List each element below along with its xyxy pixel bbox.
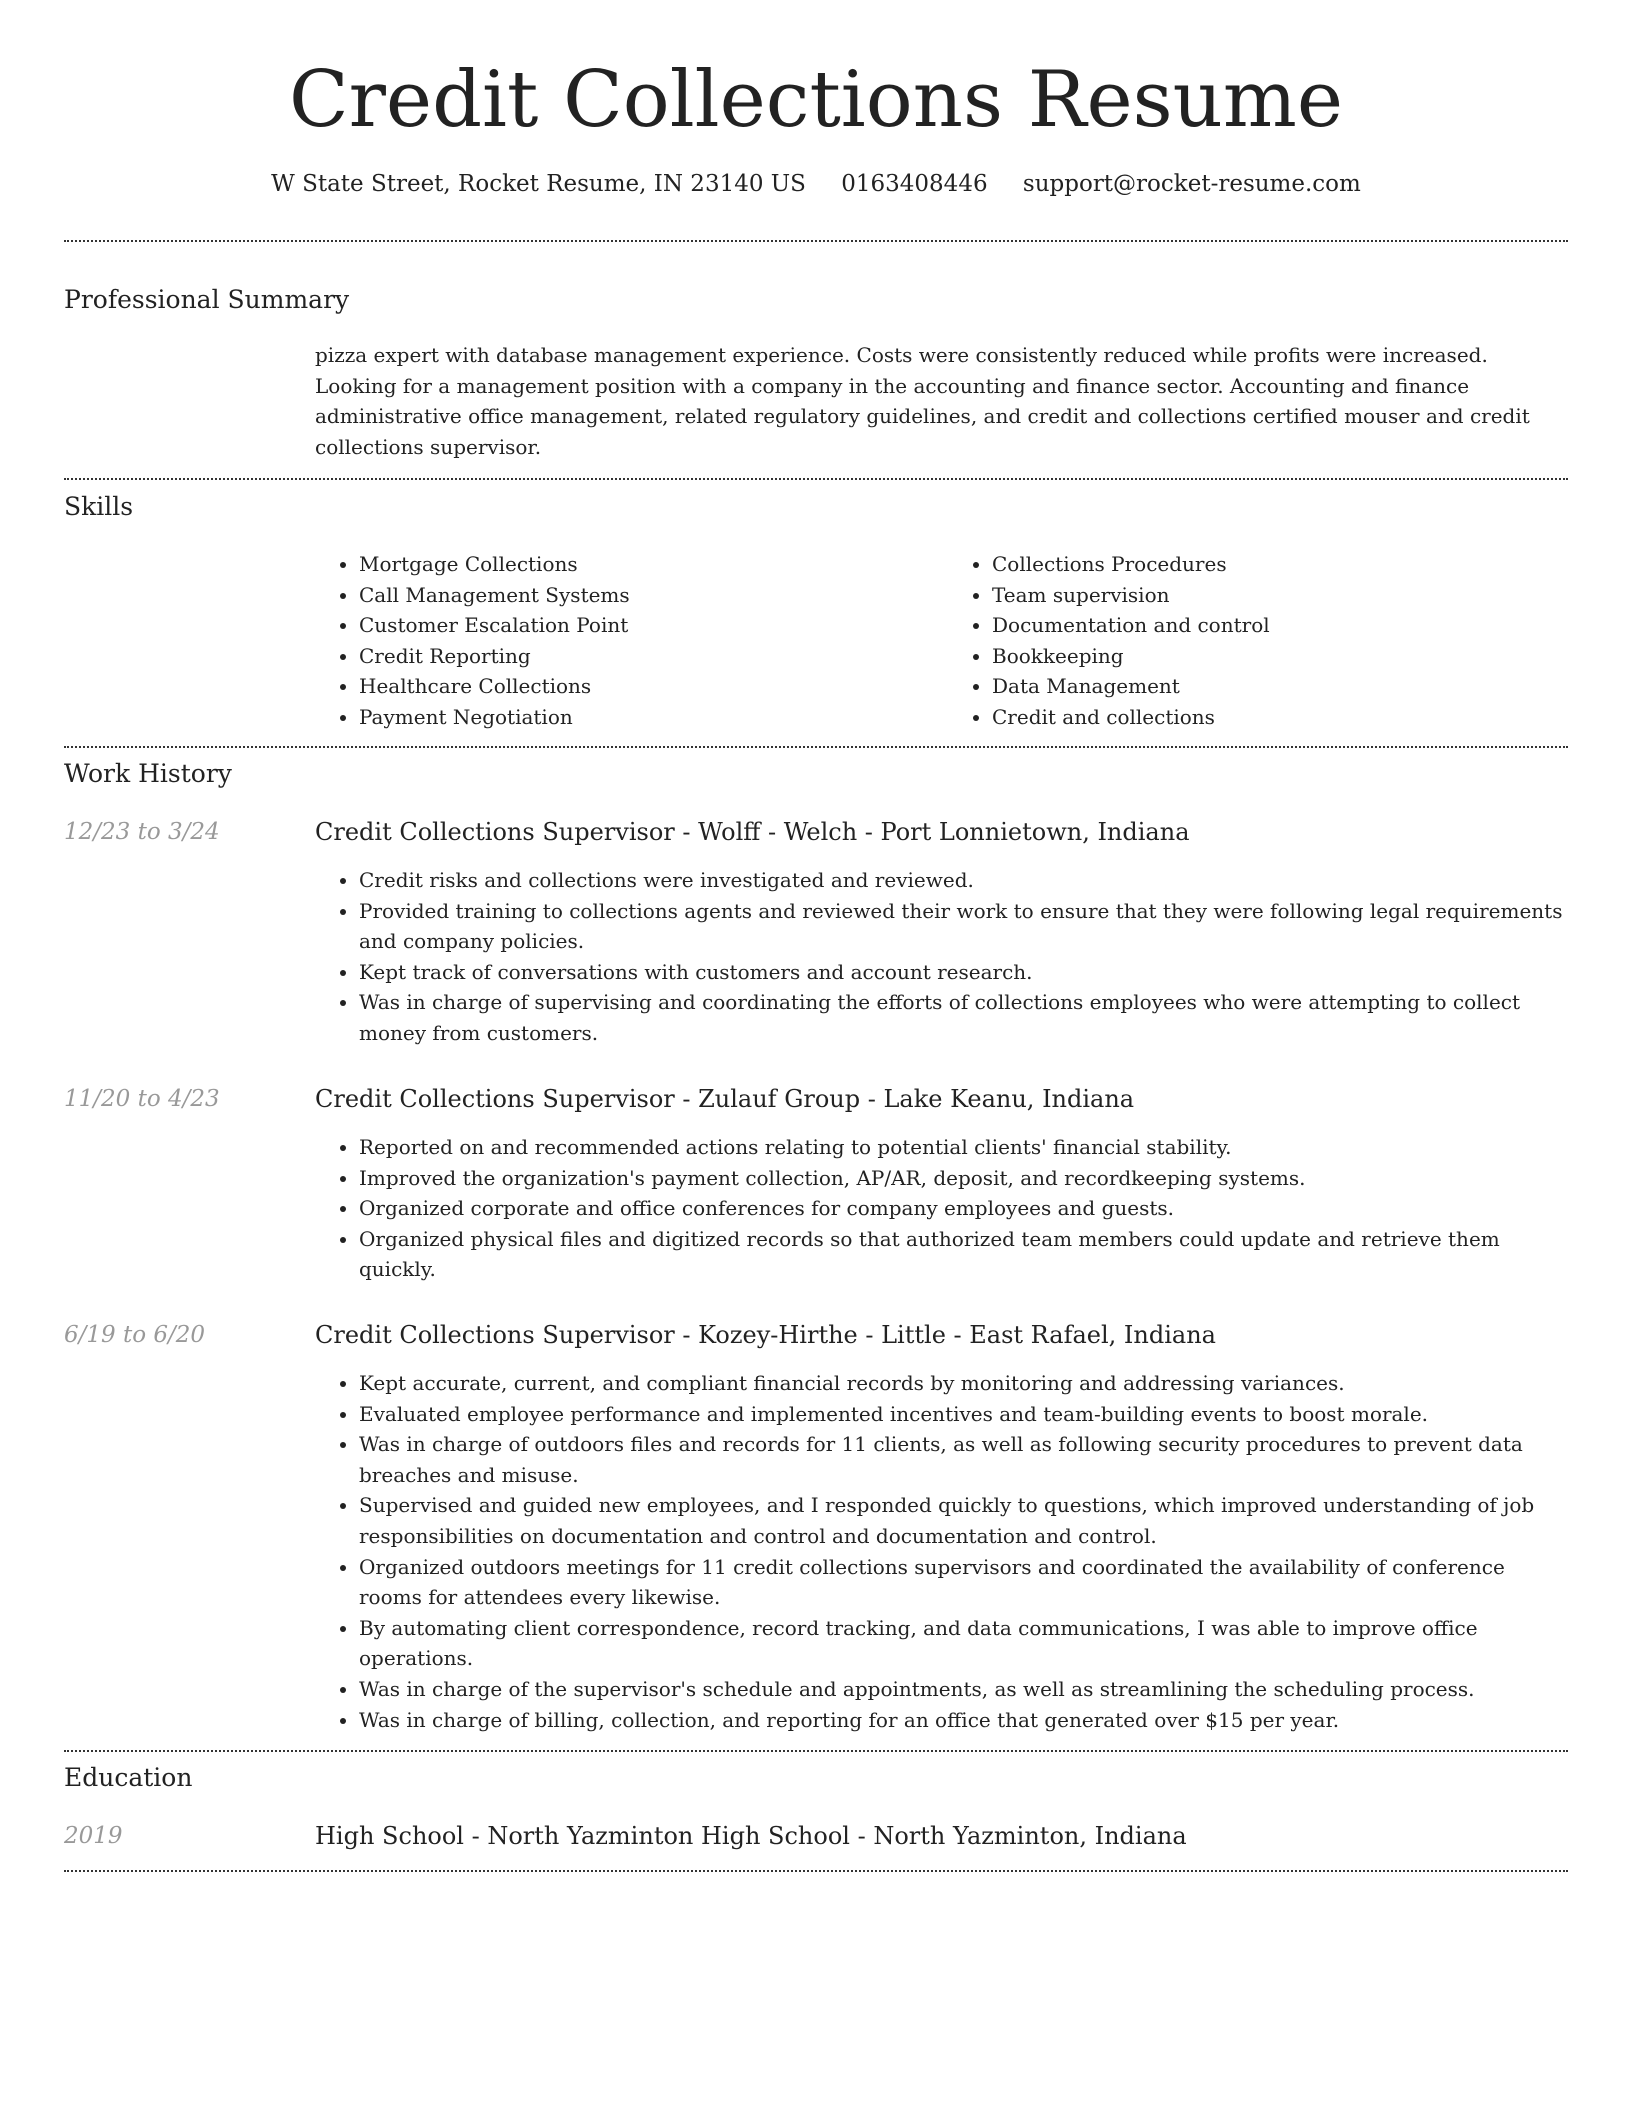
skill-item: • Bookkeeping <box>992 641 1563 672</box>
job-heading: Credit Collections Supervisor - Kozey-Hirthe - Little - East Rafael, Indiana <box>315 1321 1216 1349</box>
skill-item: • Customer Escalation Point <box>359 610 930 641</box>
divider <box>64 240 1568 242</box>
job-heading: Credit Collections Supervisor - Wolff - Welch - Port Lonnietown, Indiana <box>315 818 1190 846</box>
section-title-education: Education <box>64 1763 193 1792</box>
skills-list <box>315 549 1568 733</box>
contact-email: support@rocket-resume.com <box>1022 171 1361 197</box>
section-title-work-history: Work History <box>64 759 232 788</box>
skill-item: • Data Management <box>992 671 1563 702</box>
job-bullets <box>315 865 1568 1049</box>
job-bullet: • Kept track of conversations with customers and account research. <box>359 957 1568 988</box>
education-year: 2019 <box>64 1823 123 1849</box>
job-bullet: • Organized physical files and digitized records so that authorized team members could update and retrieve them quickly. <box>359 1224 1568 1285</box>
job-bullet: • Kept accurate, current, and compliant financial records by monitoring and addressing variances. <box>359 1368 1568 1399</box>
job-bullet: • Provided training to collections agents and reviewed their work to ensure that they were following legal requirements and company policies. <box>359 896 1568 957</box>
job-bullet: • Evaluated employee performance and implemented incentives and team-building events to boost morale. <box>359 1399 1568 1430</box>
skill-item: • Credit Reporting <box>359 641 930 672</box>
job-dates: 12/23 to 3/24 <box>64 819 220 845</box>
skill-item: • Healthcare Collections <box>359 671 930 702</box>
job-heading: Credit Collections Supervisor - Zulauf Group - Lake Keanu, Indiana <box>315 1085 1135 1113</box>
summary-text: pizza expert with database management experience. Costs were consistently reduced while profits were increased. Looking for a management position with a company in the accounting and finance sector. Accounting and finance administrative office management, related regulatory guidelines, and credit and collections certified mouser and credit collections supervisor. <box>315 343 1530 459</box>
divider <box>64 1870 1568 1872</box>
skill-item: • Mortgage Collections <box>359 549 930 580</box>
job-bullets <box>315 1132 1568 1285</box>
skills-column-right <box>948 549 1563 733</box>
divider <box>64 746 1568 748</box>
job-bullet: • Supervised and guided new employees, and I responded quickly to questions, which improved understanding of job responsibilities on documentation and control and documentation and control. <box>359 1490 1568 1551</box>
job-bullet: • Credit risks and collections were investigated and reviewed. <box>359 865 1568 896</box>
contact-line <box>64 168 1568 200</box>
job-bullet: • Organized corporate and office conferences for company employees and guests. <box>359 1193 1568 1224</box>
job-bullet: • Organized outdoors meetings for 11 credit collections supervisors and coordinated the availability of conference rooms for attendees every likewise. <box>359 1552 1568 1613</box>
skill-item: • Call Management Systems <box>359 580 930 611</box>
skill-item: • Documentation and control <box>992 610 1563 641</box>
skill-item: • Collections Procedures <box>992 549 1563 580</box>
section-title-skills: Skills <box>64 492 134 521</box>
skill-item: • Payment Negotiation <box>359 702 930 733</box>
divider <box>64 478 1568 480</box>
education-heading: High School - North Yazminton High School - North Yazminton, Indiana <box>315 1822 1187 1850</box>
job-bullet: • Was in charge of outdoors files and records for 11 clients, as well as following security procedures to prevent data breaches and misuse. <box>359 1429 1568 1490</box>
job-dates: 11/20 to 4/23 <box>64 1086 220 1112</box>
resume-title: Credit Collections Resume <box>288 55 1344 145</box>
job-bullet: • Improved the organization's payment collection, AP/AR, deposit, and recordkeeping systems. <box>359 1163 1568 1194</box>
job-bullet: • Reported on and recommended actions relating to potential clients' financial stability. <box>359 1132 1568 1163</box>
job-bullets <box>315 1368 1568 1735</box>
job-dates: 6/19 to 6/20 <box>64 1322 206 1348</box>
section-title-summary: Professional Summary <box>64 285 350 314</box>
skill-item: • Team supervision <box>992 580 1563 611</box>
contact-phone: 0163408446 <box>841 171 988 197</box>
job-bullet: • Was in charge of the supervisor's schedule and appointments, as well as streamlining the scheduling process. <box>359 1674 1568 1705</box>
divider <box>64 1750 1568 1752</box>
job-bullet: • By automating client correspondence, record tracking, and data communications, I was able to improve office operations. <box>359 1613 1568 1674</box>
job-bullet: • Was in charge of billing, collection, and reporting for an office that generated over $15 per year. <box>359 1705 1568 1736</box>
contact-address: W State Street, Rocket Resume, IN 23140 US <box>271 171 806 197</box>
skill-item: • Credit and collections <box>992 702 1563 733</box>
job-bullet: • Was in charge of supervising and coordinating the efforts of collections employees who were attempting to collect money from customers. <box>359 987 1568 1048</box>
skills-column-left <box>315 549 930 733</box>
